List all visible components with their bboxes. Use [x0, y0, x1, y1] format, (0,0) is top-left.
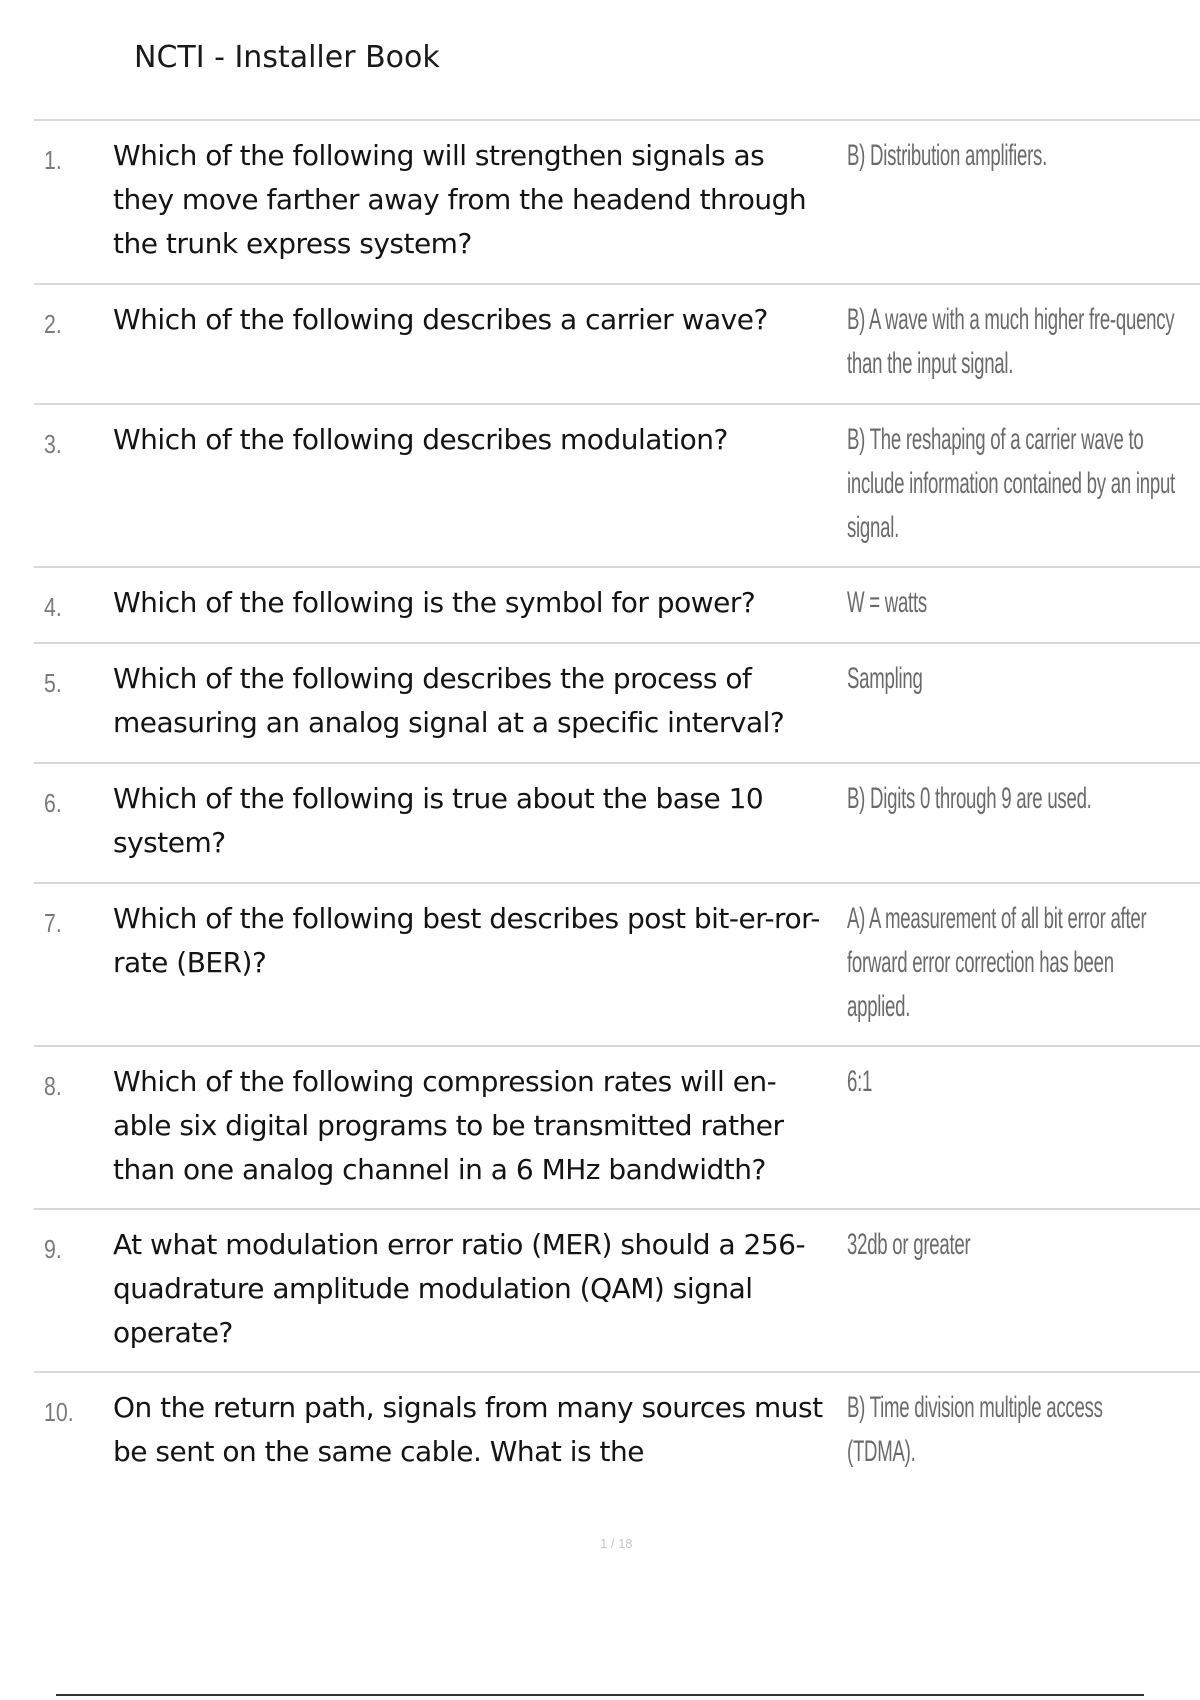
- question-text: Which of the following compression rates will en-able six digital programs to be transmitted rather than one analog channel in a 6 MHz bandwidth?: [113, 1065, 784, 1186]
- question-text: Which of the following will strengthen signals as they move farther away from the headend through the trunk express system?: [113, 139, 807, 260]
- question-number: 10.: [44, 1397, 74, 1427]
- question-number: 3.: [44, 429, 62, 459]
- answer-text: B) Digits 0 through 9 are used.: [847, 782, 1092, 815]
- answer-text: 32db or greater: [847, 1228, 971, 1261]
- question-number: 7.: [44, 908, 62, 938]
- question-number: 1.: [44, 145, 62, 175]
- question-number: 4.: [44, 592, 62, 622]
- question-list: [34, 119, 1200, 1491]
- question-row-8: [34, 1045, 1200, 1208]
- question-row-9: [34, 1208, 1200, 1371]
- question-number: 9.: [44, 1234, 62, 1264]
- question-row-7: [34, 882, 1200, 1045]
- answer-text: B) Time division multiple access (TDMA).: [847, 1391, 1103, 1468]
- question-text: Which of the following is true about the base 10 system?: [113, 782, 764, 859]
- answer-text: A) A measurement of all bit error after forward error correction has been applied.: [847, 902, 1147, 1023]
- question-number: 8.: [44, 1071, 62, 1101]
- question-text: Which of the following describes the process of measuring an analog signal at a specific interval?: [113, 662, 785, 739]
- question-row-2: [34, 283, 1200, 403]
- question-text: On the return path, signals from many sources must be sent on the same cable. What is the: [113, 1391, 823, 1468]
- question-text: Which of the following describes a carrier wave?: [113, 303, 768, 336]
- question-row-4: [34, 566, 1200, 642]
- answer-text: B) The reshaping of a carrier wave to include information contained by an input signal.: [847, 423, 1175, 544]
- question-row-6: [34, 762, 1200, 882]
- question-row-3: [34, 403, 1200, 566]
- question-text: Which of the following is the symbol for power?: [113, 586, 756, 619]
- question-row-1: [34, 119, 1200, 283]
- answer-text: Sampling: [847, 662, 923, 695]
- question-row-5: [34, 642, 1200, 762]
- question-text: At what modulation error ratio (MER) should a 256-quadrature amplitude modulation (QAM) signal operate?: [113, 1228, 806, 1349]
- page-number: 1 / 18: [600, 1536, 633, 1551]
- answer-text: W = watts: [847, 586, 927, 619]
- document-title: NCTI - Installer Book: [134, 40, 440, 75]
- answer-text: 6:1: [847, 1065, 873, 1098]
- question-text: Which of the following describes modulation?: [113, 423, 728, 456]
- question-row-10: [34, 1371, 1200, 1491]
- answer-text: B) Distribution amplifiers.: [847, 139, 1048, 172]
- question-text: Which of the following best describes post bit-er-ror-rate (BER)?: [113, 902, 820, 979]
- question-number: 5.: [44, 668, 62, 698]
- question-number: 2.: [44, 309, 62, 339]
- question-number: 6.: [44, 788, 62, 818]
- bottom-divider: [56, 1694, 1144, 1696]
- answer-text: B) A wave with a much higher fre-quency than the input signal.: [847, 303, 1175, 380]
